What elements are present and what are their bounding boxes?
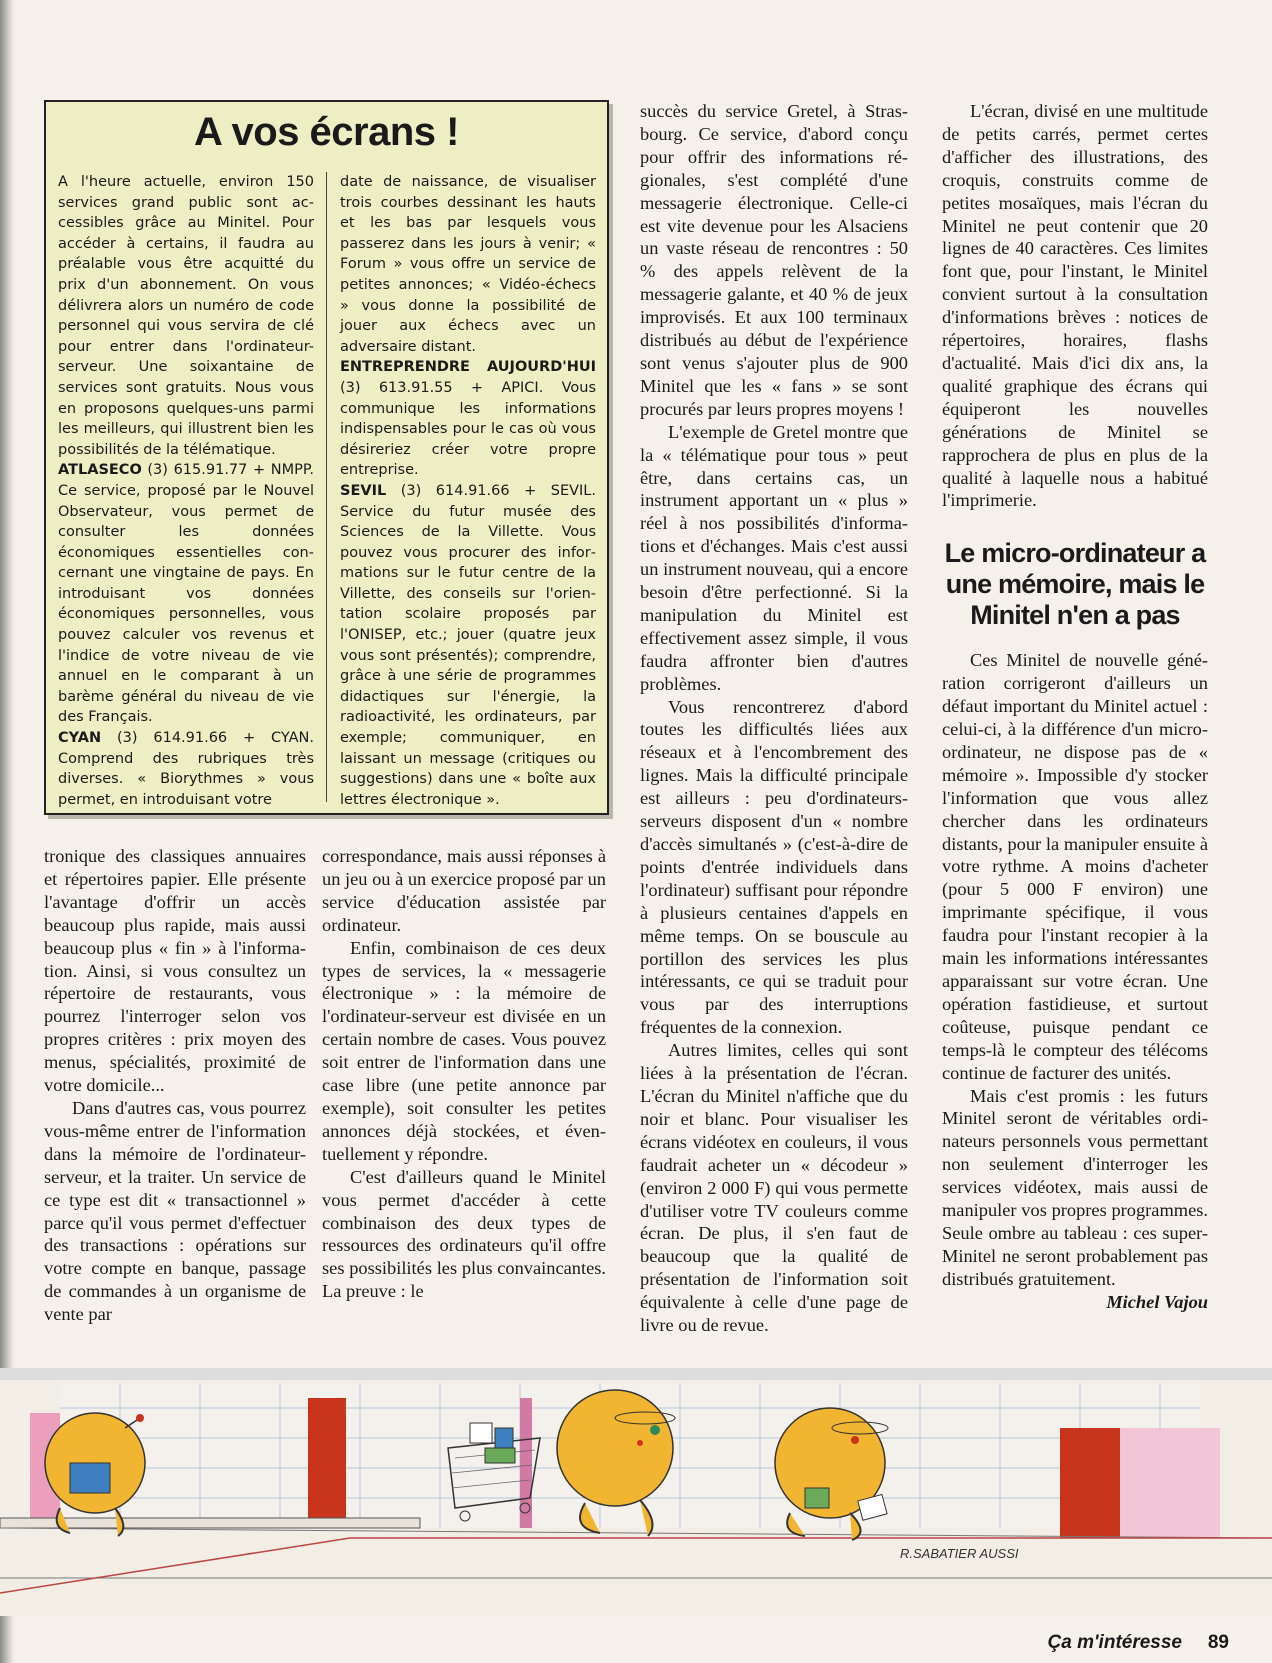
article-paragraph: L'écran, divisé en une multitude de petits carrés, permet certes d'afficher des illustrations, des croquis, construits comme de petites mosaïques, mais l'écran du Minitel ne peut contenir que 20 lignes de 40 caractères. Ces limites font que, pour l'instant, le Minitel convient surtout à la consultation d'informations brèves : notices de répertoires, horaires, flashs d'actualité. Mais d'ici dix ans, la qualité graphique des écrans qui équiperont les nouvelles générations de Minitel se rapprochera de plus en plus de la qualité à laquelle nous a habitué l'imprimerie. (942, 101, 1208, 511)
article-column-2 (322, 845, 606, 1303)
sidebar-paragraph (58, 728, 314, 810)
article-paragraph: Autres limites, celles qui sont liées à la présentation de l'écran. L'écran du Minitel n'affiche que du noir et blanc. Pour visualiser les écrans vidéotex en couleurs, il vous faudrait acheter un « décodeur » (environ 2 000 F) qui vous permette d'utiliser votre TV couleurs comme écran. De plus, il s'en faut de beaucoup que la qualité de présentation de l'information soit équivalente à celle d'une page de livre ou de revue. (640, 1040, 908, 1336)
sidebar-title: A vos écrans ! (194, 110, 459, 154)
article-paragraph: Enfin, combinaison de ces deux types de services, la « messagerie électronique » : la mémoire de l'ordinateur-serveur est divisée en un certain nombre de cases. Vous pouvez soit entrer de l'information dans une case libre (une petite annonce par exemple), soit consulter les petites annonces déjà stockées, et éventuellement y répondre. (322, 937, 606, 1164)
article-paragraph: succès du service Gretel, à Strasbourg. Ce service, d'abord conçu pour offrir des informations régionales, s'est complété d'une messagerie électronique. Celle-ci est vite devenue pour les Alsaciens un vaste réseau de rencontres : 50 % des appels relèvent de la messagerie galante, et 40 % de jeux improvisés. Et aux 100 terminaux distribués au début de l'expérience sont venus s'ajouter plus de 900 Minitel que les « fans » se sont procurés par leurs propres moyens ! (640, 101, 908, 419)
sidebar-paragraph (340, 481, 596, 811)
article-paragraph: tronique des classiques annuaires et répertoires papier. Elle présente l'avantage d'offrir un accès beaucoup plus rapide, mais aussi beaucoup plus « fin » à l'information. Ainsi, si vous consultez un répertoire de restaurants, vous pourrez l'interroger selon vos propres critères : prix moyen des menus, spécialités, proximité de votre domicile... (44, 846, 306, 1096)
article-paragraph: Dans d'autres cas, vous pourrez vous-même entrer de l'information dans la mémoire de l'ordinateur-serveur, et la traiter. Un service de ce type est dit « transactionnel » parce qu'il vous permet d'effectuer des transactions : opérations sur votre compte en banque, passage de commandes à un organisme de vente par (44, 1097, 306, 1325)
service-name: CYAN (58, 730, 102, 747)
illustrator-signature: R.SABATIER AUSSI (900, 1546, 1019, 1561)
service-name: ATLASECO (58, 462, 142, 479)
sidebar-text: A l'heure actuelle, environ 150 services grand public sont accessibles grâce au Minitel. Pour accéder à certains, il faudra au préalable vous être acquitté du prix d'un abonnement. On vous délivrera alors un numéro de code personnel qui vous servira de clé pour entrer dans l'ordinateur-serveur. Une soixantaine de services sont gratuits. Nous vous en proposons quelques-uns parmi les meilleurs, qui illustrent bien les possibilités de la télématique. (58, 174, 314, 458)
article-column-1 (44, 845, 306, 1326)
article-paragraph: Vous rencontrerez d'abord toutes les difficultés liées aux réseaux et à l'encombrement des lignes. Mais la difficulté principale est ailleurs : peu d'ordinateurs-serveurs disposent d'un « nombre d'accès simultanés » (c'est-à-dire de points d'entrée individuels dans l'ordinateur) suffisant pour répondre à plusieurs centaines d'appels en même temps. On se bouscule au portillon des services les plus intéressants, ce qui se traduit pour vous par des interruptions fréquentes de la connexion. (640, 696, 908, 1038)
sidebar-paragraph (340, 172, 596, 357)
sidebar-column-1 (58, 172, 314, 810)
sidebar-text: (3) 614.91.66 + SEVIL. Service du futur musée des Sciences de la Villette. Vous pouvez vous procurer des informations sur le futur centre de la Villette, des conseils sur l'orientation scolaire proposés par l'ONISEP, etc.; jouer (quatre jeux vous sont présentés); comprendre, grâce à une série de programmes didactiques sur l'énergie, la radioactivité, les ordinateurs, par exemple; communiquer, en laissant un message (critiques ou suggestions) dans une « boîte aux lettres électronique ». (340, 482, 596, 808)
sidebar-text: (3) 614.91.66 + CYAN. Comprend des rubriques très diverses. « Biorythmes » vous permet, en introduisant votre (58, 730, 314, 808)
sidebar-text: date de naissance, de visualiser trois courbes dessinant les hauts et les bas par lesquels vous passerez dans les jours à venir; « Forum » vous offre un service de petites annonces; « Vidéo-échecs » vous donne la possibilité de jouer aux échecs avec un adversaire distant. (340, 174, 596, 355)
article-column-3 (640, 100, 908, 1337)
red-panel-1 (308, 1398, 346, 1528)
sidebar-paragraph (58, 460, 314, 728)
service-name: ENTREPRENDRE AUJOURD'HUI (340, 359, 596, 376)
sidebar-divider (326, 172, 327, 802)
pink-panel-right (1120, 1428, 1220, 1538)
service-name: SEVIL (340, 482, 387, 499)
sidebar-box (44, 100, 609, 815)
author-signature: Michel Vajou (1106, 1291, 1208, 1312)
sidebar-paragraph (58, 172, 314, 460)
cartoon-illustration (0, 1368, 1272, 1616)
page-number: 89 (1207, 1632, 1229, 1653)
article-paragraph: L'exemple de Gretel montre que la « télématique pour tous » peut être, dans certains cas, un instrument apportant un « plus » réel à nos possibilités d'informations et d'échanges. Mais c'est aussi un instrument nouveau, qui a encore besoin d'être perfectionné. Si la manipulation du Minitel est effectivement assez simple, il vous faudra affronter bien d'autres problèmes. (640, 421, 908, 694)
sidebar-paragraph (340, 357, 596, 481)
red-panel-2 (1060, 1428, 1120, 1538)
article-column-4-top (942, 100, 1208, 512)
article-paragraph: Mais c'est promis : les futurs Minitel seront de véritables ordinateurs personnels vous permettant non seulement d'interroger les services vidéotex, mais aussi de manipuler vos propres programmes. Seule ombre au tableau : ces super-Minitel ne seront probablement pas distribués gratuitement. (942, 1085, 1208, 1289)
sidebar-column-2 (340, 172, 596, 810)
article-paragraph: Ces Minitel de nouvelle génération corrigeront d'ailleurs un défaut important du Minitel actuel : celui-ci, à la différence d'un micro-ordinateur, ne dispose pas de « mémoire ». Impossible d'y stocker l'information que vous allez chercher dans les ordinateurs distants, pour la manipuler ensuite à votre rythme. A moins d'acheter (pour 5 000 F environ) une imprimante spécifique, il vous faudra pour l'instant recopier à la main les informations intéressantes apparaissant sur votre écran. Une opération fastidieuse, et surtout coûteuse, puisque pendant ce temps-là le compteur des télécoms continue de facturer des unités. (942, 650, 1208, 1083)
article-paragraph: correspondance, mais aussi réponses à un jeu ou à un exercice proposé par un service d'éducation assistée par ordinateur. (322, 846, 606, 935)
article-column-4-bottom (942, 649, 1208, 1290)
article-subheading: Le micro-ordinateur a une mémoire, mais le Minitel n'en a pas (944, 538, 1206, 631)
illustration-top-edge (0, 1368, 1272, 1380)
sidebar-text: (3) 615.91.77 + NMPP. Ce service, proposé par le Nouvel Observateur, vous permet de consulter les données économiques essentielles concernant une vingtaine de pays. En introduisant vos données économiques personnelles, vous pouvez calculer vos revenus et l'indice de votre niveau de vie annuel en le comparant à un barème général du niveau de vie des Français. (58, 462, 314, 726)
magazine-title: Ça m'intéresse (1047, 1632, 1182, 1653)
article-column-4 (942, 100, 1208, 1314)
sidebar-text: (3) 613.91.55 + APICI. Vous communique les informations indispensables pour le cas où vous désireriez créer votre propre entreprise. (340, 379, 596, 479)
article-paragraph: C'est d'ailleurs quand le Minitel vous permet d'accéder à cette combinaison des deux types de ressources des ordinateurs qu'il offre ses possibilités les plus convaincantes. La preuve : le (322, 1166, 606, 1302)
